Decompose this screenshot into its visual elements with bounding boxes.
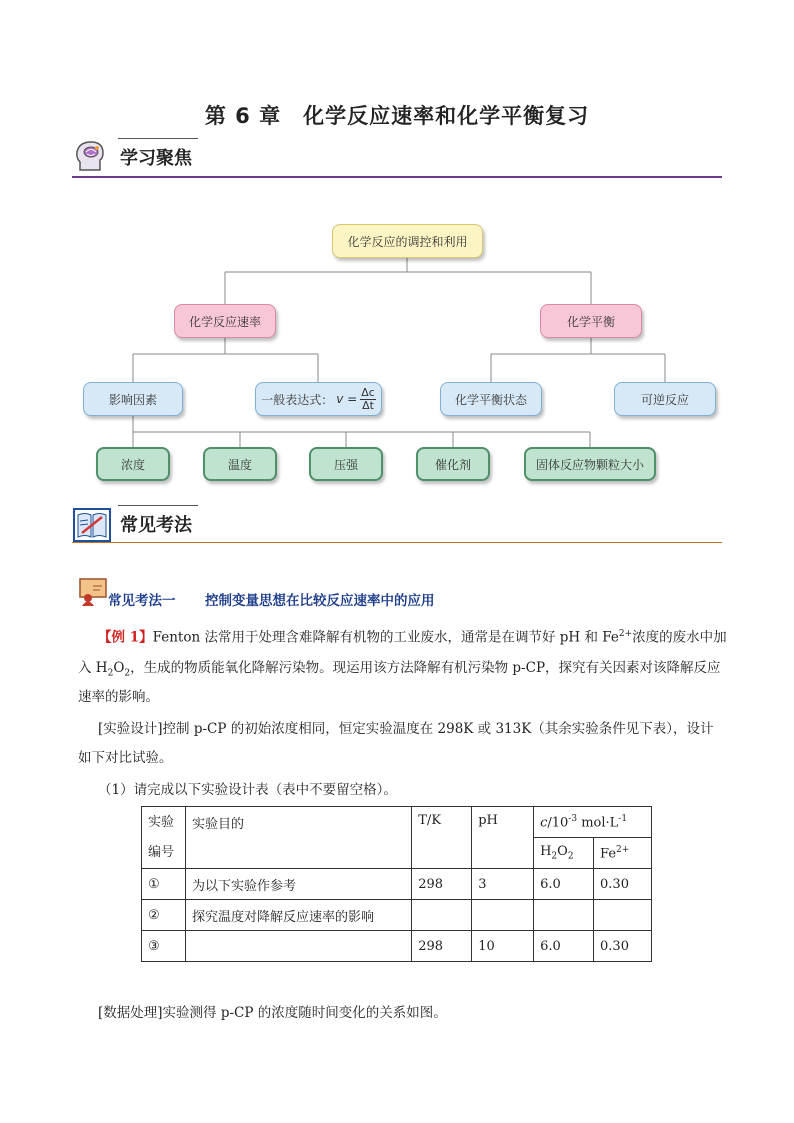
cell-purpose: 探究温度对降解反应速率的影响 [185,900,411,931]
cell-fe: 0.30 [594,869,652,900]
header-text: -3 [568,813,578,824]
section-top-rule [118,505,198,506]
table-row [142,900,652,931]
page-title: 第 6 章 化学反应速率和化学平衡复习 [204,104,590,128]
subscript: 2 [107,668,114,679]
question-1: （1）请完成以下实验设计表（表中不要留空格）。 [98,782,397,798]
method-heading [78,578,718,609]
section-label: 常见考法 [120,515,192,536]
cell-ph [472,900,534,931]
header-text: Fe [600,846,617,862]
cell-no: ② [142,900,186,931]
cell-temperature [412,900,472,931]
cell-fe [594,900,652,931]
header-text: O [557,844,568,860]
mind-map-leaf-concentration: 浓度 [96,447,170,481]
header-text: 2 [551,851,558,862]
mind-map-node-equilibrium: 化学平衡 [540,304,642,338]
mind-map-node-rate: 化学反应速率 [174,304,276,338]
example-line-3: 速率的影响。 [78,689,159,705]
cell-temperature: 298 [412,931,472,962]
method-title: 控制变量思想在比较反应速率中的应用 [205,593,435,609]
mind-map-node-expression [255,382,382,416]
header-concentration [534,807,652,838]
mind-map [0,0,794,500]
example-text: 入 H [78,660,108,676]
fe-charge: 2+ [618,629,633,639]
example-text: O [113,660,125,676]
table-row [142,931,652,962]
header-text: 2 [567,851,574,862]
cell-fe: 0.30 [594,931,652,962]
example-line-4: [实验设计]控制 p-CP 的初始浓度相同，恒定实验温度在 298K 或 313K（其余实验条件见下表），设计 [98,721,714,737]
example-line-1 [98,619,728,653]
teacher-board-icon [78,578,108,610]
expression-text: 一般表达式： [261,392,334,407]
example-line-5: 如下对比试验。 [78,750,173,766]
example-text: ，生成的物质能氧化降解污染物。现运用该方法降解有机污染物 p-CP，探究有关因素对该降解反应 [130,660,721,676]
cell-temperature: 298 [412,869,472,900]
mind-map-leaf-temperature: 温度 [203,447,277,481]
section-bottom-rule [72,542,722,543]
header-text: /10 [547,815,569,831]
mind-map-node-eq-state: 化学平衡状态 [440,382,542,416]
header-text: H [540,844,552,860]
header-text: 2+ [616,844,630,855]
header-h2o2 [534,838,594,869]
section-header-common-methods [72,505,722,545]
header-text: 编号 [148,844,175,860]
cell-ph: 10 [472,931,534,962]
table-header-row [142,807,652,838]
table-row [142,869,652,900]
header-experiment-no [142,807,186,869]
cell-purpose: 为以下实验作参考 [185,869,411,900]
header-fe [594,838,652,869]
mind-map-node-factors: 影响因素 [83,382,183,416]
mind-map-leaf-pressure: 压强 [309,447,383,481]
header-ph: pH [472,807,534,869]
subscript: 2 [124,668,131,679]
cell-h2o2: 6.0 [534,931,594,962]
method-tag: 常见考法一 [108,593,176,609]
cell-h2o2: 6.0 [534,869,594,900]
header-text: 实验 [148,814,175,830]
mind-map-leaf-particle-size: 固体反应物颗粒大小 [524,447,656,481]
example-text: Fenton 法常用于处理含难降解有机物的工业废水，通常是在调节好 pH 和 Fe [152,629,619,646]
expression-numerator: Δc [361,385,375,399]
example-label: 【例 1】 [98,629,153,646]
header-text: c [540,815,548,831]
expression-denominator: Δt [362,398,374,412]
mind-map-node-reversible: 可逆反应 [614,382,716,416]
notebook-pen-icon [72,505,112,547]
header-purpose: 实验目的 [185,807,411,869]
header-temperature: T/K [412,807,472,869]
data-processing-line: [数据处理]实验测得 p-CP 的浓度随时间变化的关系如图。 [98,1005,447,1021]
experiment-table [141,806,652,962]
cell-h2o2 [534,900,594,931]
cell-no: ① [142,869,186,900]
section-label: 学习聚焦 [120,148,192,169]
cell-no: ③ [142,931,186,962]
expression-fraction [360,387,376,412]
cell-purpose [185,931,411,962]
mind-map-leaf-catalyst: 催化剂 [416,447,490,481]
expression-v: v = [336,392,358,406]
header-text: -1 [618,813,628,824]
mind-map-root: 化学反应的调控和利用 [332,224,483,258]
example-text: 浓度的废水中加 [632,629,727,646]
cell-ph: 3 [472,869,534,900]
header-text: mol·L [577,815,619,831]
